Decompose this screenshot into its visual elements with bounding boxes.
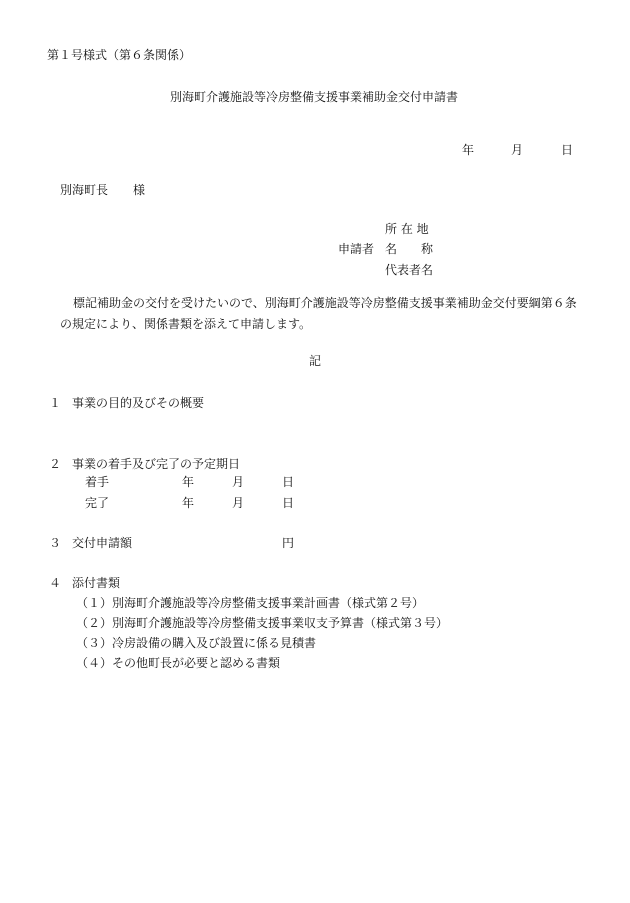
completion-label: 完了	[85, 496, 110, 510]
item-4-number: ４	[49, 576, 62, 590]
form-number: 第１号様式（第６条関係）	[47, 48, 192, 62]
item-3-label: 交付申請額	[72, 536, 133, 550]
item-3-number: ３	[49, 536, 62, 550]
body-line-2: の規定により、関係書類を添えて申請します。	[60, 317, 312, 331]
completion-day-label: 日	[282, 496, 295, 510]
attachment-item-3: （３）冷房設備の購入及び設置に係る見積書	[76, 636, 317, 650]
attachment-item-2: （２）別海町介護施設等冷房整備支援事業収支予算書（様式第３号）	[76, 616, 449, 630]
item-4-label: 添付書類	[72, 576, 121, 590]
item-1-label: 事業の目的及びその概要	[72, 396, 205, 410]
start-day-label: 日	[282, 475, 295, 489]
completion-year-label: 年	[182, 496, 195, 510]
addressee-name: 別海町長	[60, 183, 109, 197]
form-title: 別海町介護施設等冷房整備支援事業補助金交付申請書	[170, 90, 459, 104]
start-label: 着手	[85, 475, 110, 489]
applicant-label: 申請者	[338, 242, 375, 256]
start-year-label: 年	[182, 475, 195, 489]
date-month-label: 月	[511, 143, 524, 157]
item-2-number: ２	[49, 457, 62, 471]
start-month-label: 月	[232, 475, 245, 489]
applicant-name-label: 名 称	[385, 242, 434, 256]
item-2-label: 事業の着手及び完了の予定期日	[72, 457, 241, 471]
applicant-address-label: 所 在 地	[385, 222, 429, 236]
item-1-number: １	[49, 396, 62, 410]
date-day-label: 日	[561, 143, 574, 157]
applicant-representative-label: 代表者名	[385, 263, 434, 277]
addressee-honorific: 様	[133, 183, 146, 197]
attachment-item-1: （１）別海町介護施設等冷房整備支援事業計画書（様式第２号）	[76, 596, 425, 610]
amount-unit: 円	[282, 536, 295, 550]
body-line-1: 標記補助金の交付を受けたいので、別海町介護施設等冷房整備支援事業補助金交付要綱第６条	[73, 296, 577, 310]
completion-month-label: 月	[232, 496, 245, 510]
date-year-label: 年	[462, 143, 475, 157]
ki-heading: 記	[309, 354, 322, 368]
attachment-item-4: （４）その他町長が必要と認める書類	[76, 656, 281, 670]
